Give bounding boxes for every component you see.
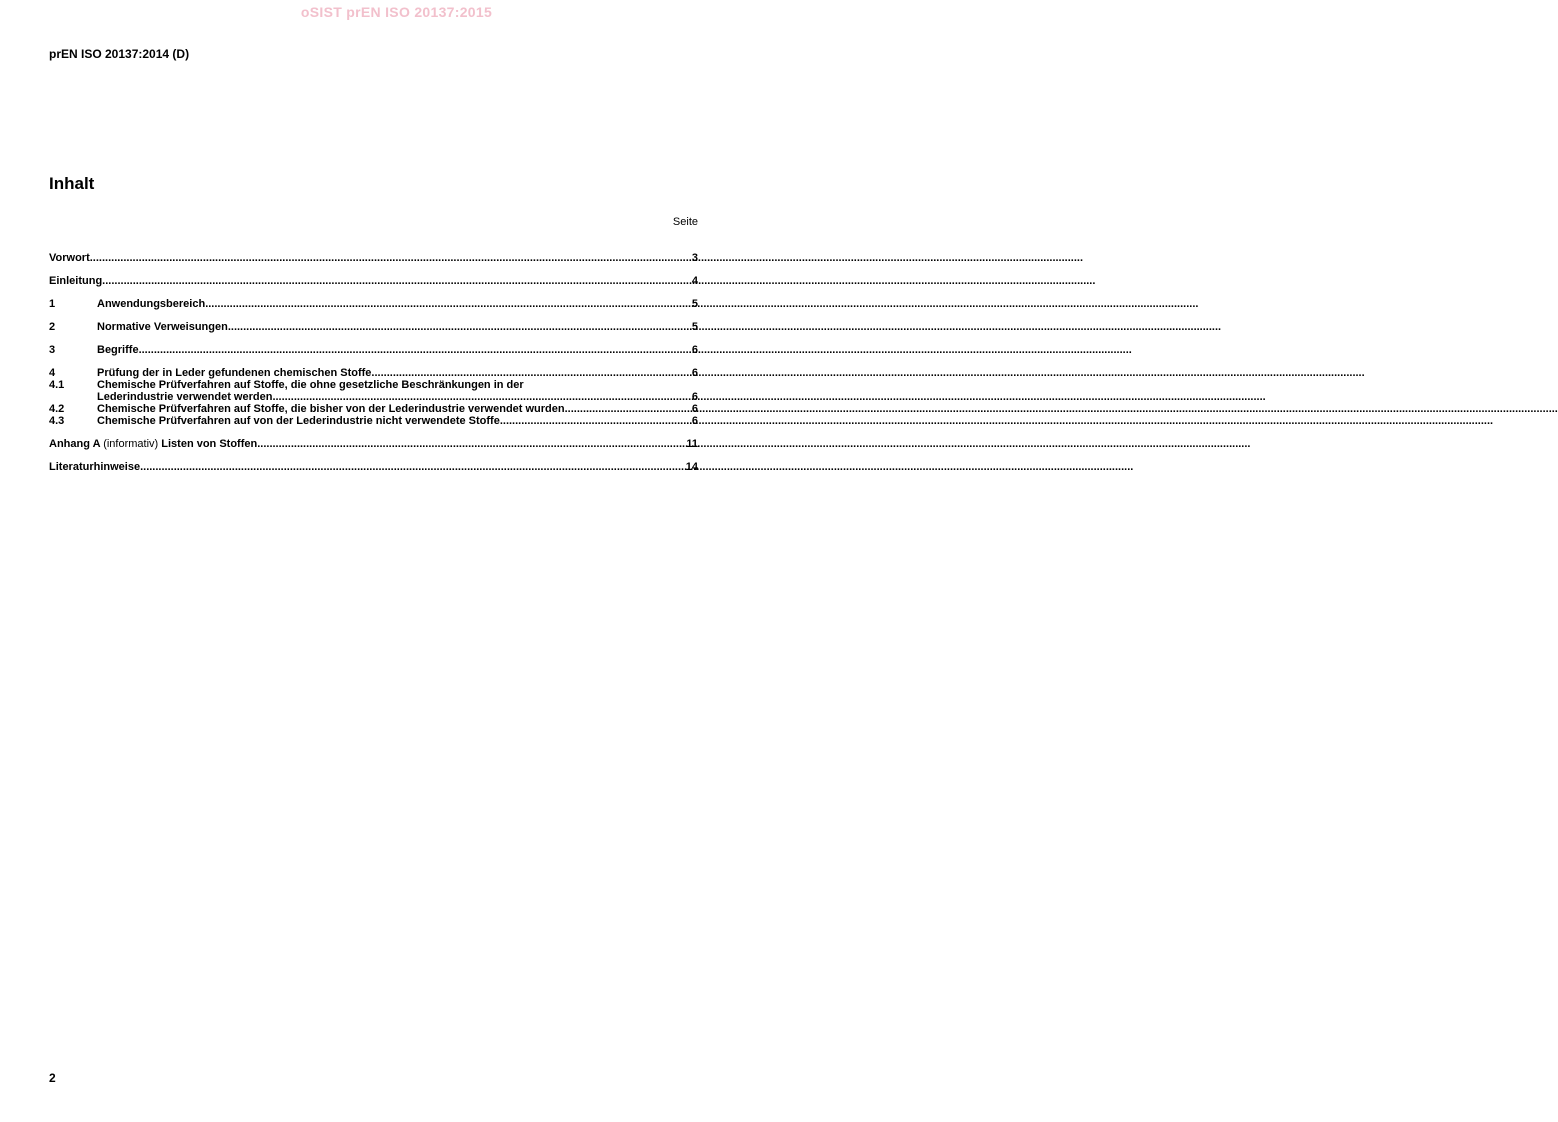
dot-leader bbox=[205, 298, 692, 310]
toc-entry-page: 6 bbox=[691, 391, 698, 403]
toc-entry-title: Chemische Prüfverfahren auf von der Lederindustrie nicht verwendete Stoffe bbox=[97, 415, 500, 427]
toc-entry-page: 6 bbox=[691, 367, 698, 379]
dot-leader bbox=[139, 344, 692, 356]
dot-leader bbox=[102, 275, 692, 287]
toc-entry-vorwort[interactable] bbox=[49, 252, 698, 264]
toc-entry-section-4-1[interactable] bbox=[49, 379, 698, 391]
toc-entry-page: 4 bbox=[691, 275, 698, 287]
dot-leader bbox=[500, 415, 692, 427]
toc-entry-title: Anwendungsbereich bbox=[97, 298, 206, 310]
toc-entry-title: Normative Verweisungen bbox=[97, 321, 228, 333]
toc-entry-title: Vorwort bbox=[49, 252, 90, 264]
toc-entry-page: 14 bbox=[685, 461, 698, 473]
dot-leader bbox=[228, 321, 692, 333]
dot-leader bbox=[257, 438, 686, 450]
toc-entry-number: 4 bbox=[49, 367, 56, 379]
page-number: 2 bbox=[49, 1071, 56, 1085]
toc-entry-section-2[interactable] bbox=[49, 321, 698, 333]
toc-entry-title: Chemische Prüfverfahren auf Stoffe, die ohne gesetzliche Beschränkungen in der bbox=[97, 379, 524, 391]
toc-entry-number: 3 bbox=[49, 344, 56, 356]
document-identifier: prEN ISO 20137:2014 (D) bbox=[49, 47, 190, 61]
dot-leader bbox=[565, 403, 692, 415]
toc-entry-annex-a[interactable] bbox=[49, 438, 698, 450]
toc-entry-section-4-1-continued[interactable] bbox=[49, 391, 698, 403]
dot-leader bbox=[140, 461, 686, 473]
toc-entry-bibliography[interactable] bbox=[49, 461, 698, 473]
annex-label: Anhang A bbox=[49, 438, 101, 450]
annex-type: (informativ) bbox=[103, 438, 159, 450]
toc-entry-number: 2 bbox=[49, 321, 56, 333]
toc-entry-einleitung[interactable] bbox=[49, 275, 698, 287]
toc-entry-section-4-2[interactable] bbox=[49, 403, 698, 415]
page-column-label: Seite bbox=[672, 216, 698, 228]
toc-entry-title: Begriffe bbox=[97, 344, 139, 356]
toc-entry-title: Chemische Prüfverfahren auf Stoffe, die bisher von der Lederindustrie verwendet wurden bbox=[97, 403, 565, 415]
dot-leader bbox=[272, 391, 691, 403]
toc-entry-title: Einleitung bbox=[49, 275, 103, 287]
toc-entry-page: 6 bbox=[691, 403, 698, 415]
toc-entry-section-1[interactable] bbox=[49, 298, 698, 310]
toc-entry-title bbox=[49, 438, 257, 450]
dot-leader bbox=[371, 367, 691, 379]
toc-entry-section-4[interactable] bbox=[49, 367, 698, 379]
toc-entry-page: 6 bbox=[691, 415, 698, 427]
toc-entry-page: 11 bbox=[686, 438, 698, 450]
toc-entry-number: 1 bbox=[49, 298, 56, 310]
toc-entry-number: 4.1 bbox=[49, 379, 65, 391]
toc-entry-title-continued: Lederindustrie verwendet werden bbox=[97, 391, 273, 403]
toc-entry-page: 5 bbox=[691, 321, 698, 333]
toc-entry-page: 6 bbox=[691, 344, 698, 356]
watermark: oSIST prEN ISO 20137:2015 bbox=[300, 4, 493, 20]
toc-entry-page: 5 bbox=[691, 298, 698, 310]
toc-title: Inhalt bbox=[49, 174, 95, 193]
toc-entry-page: 3 bbox=[691, 252, 698, 264]
toc-entry-section-3[interactable] bbox=[49, 344, 698, 356]
toc-entry-title: Prüfung der in Leder gefundenen chemischen Stoffe bbox=[97, 367, 372, 379]
table-of-contents bbox=[49, 252, 698, 473]
toc-entry-title: Literaturhinweise bbox=[49, 461, 141, 473]
dot-leader bbox=[90, 252, 692, 264]
annex-title: Listen von Stoffen bbox=[161, 438, 258, 450]
toc-entry-number: 4.2 bbox=[49, 403, 65, 415]
toc-entry-section-4-3[interactable] bbox=[49, 415, 698, 427]
toc-entry-number: 4.3 bbox=[49, 415, 65, 427]
